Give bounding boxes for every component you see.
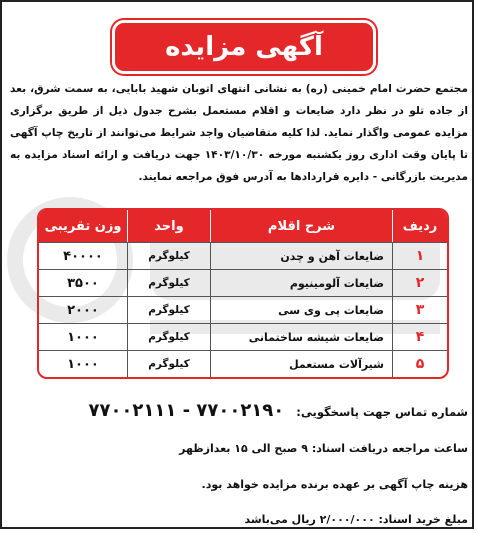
table-row [39,323,447,350]
table-header-row [39,210,447,242]
intro-paragraph: مجتمع حضرت امام خمینی (ره) به نشانی انتهای اتوبان شهید بابایی، به سمت شرق، بعد از جاده تلو در نظر دارد ضایعات و اقلام مستعمل بشرح جدول ذیل از طریق برگزاری مزایده عمومی واگذار نماید. لذا کلیه متقاضیان واجد شرایط می‌توانند از تاریخ چاپ آگهی تا پایان وقت اداری روز یکشنبه مورخه ۱۴۰۳/۱۰/۳۰ جهت دریافت و ارائه اسناد مزایده به مدیریت بازرگانی - دایره قراردادها به آدرس فوق مراجعه نمایند. [10,83,468,183]
row-unit: کیلوگرم [127,269,210,296]
items-table [37,208,449,379]
row-description: ضایعات آلومینیوم [210,269,392,296]
ad-title: آگهی مزایده [165,32,323,62]
office-hours: ساعت مراجعه دریافت اسناد: ۹ صبح الی ۱۵ بعدازظهر [179,442,468,455]
row-unit: کیلوگرم [127,242,210,269]
row-description: ضایعات شیشه ساختمانی [210,323,392,350]
row-index: ۴ [392,323,447,350]
row-index: ۳ [392,296,447,323]
header-desc: شرح اقلام [210,210,392,242]
table-row [39,269,447,296]
contact-phones: ۷۷۰۰۲۱۹۰ - ۷۷۰۰۲۱۱۱ [88,400,285,421]
row-weight: ۳۵۰۰ [39,269,127,296]
header-idx: ردیف [392,210,447,242]
row-weight: ۱۰۰۰ [39,323,127,350]
ad-cost-note: هزینه چاپ آگهی بر عهده برنده مزایده خواهد بود. [201,478,468,491]
row-description: شیرآلات مستعمل [210,350,392,377]
row-description: ضایعات پی وی سی [210,296,392,323]
ad-title-banner [112,20,376,74]
document-price: مبلغ خرید اسناد: ۲/۰۰۰/۰۰۰ ریال می‌باشد [244,513,468,526]
row-index: ۲ [392,269,447,296]
row-index: ۵ [392,350,447,377]
row-description: ضایعات آهن و چدن [210,242,392,269]
header-weight: وزن تقریبی [39,210,127,242]
table-row [39,242,447,269]
table-row [39,350,447,377]
contact-line [10,400,468,421]
row-weight: ۲۰۰۰ [39,296,127,323]
row-weight: ۴۰۰۰۰ [39,242,127,269]
row-unit: کیلوگرم [127,296,210,323]
contact-label: شماره تماس جهت پاسخگویی: [296,405,468,419]
table-row [39,296,447,323]
header-unit: واحد [127,210,210,242]
row-weight: ۱۰۰۰ [39,350,127,377]
row-unit: کیلوگرم [127,350,210,377]
row-unit: کیلوگرم [127,323,210,350]
row-index: ۱ [392,242,447,269]
